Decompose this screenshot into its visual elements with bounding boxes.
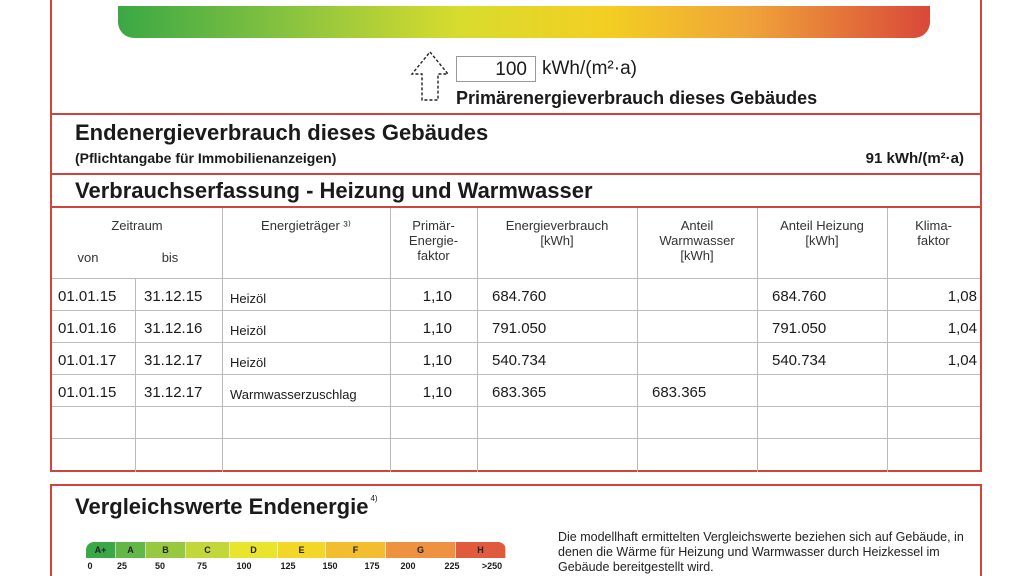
table-cell-to: 31.12.16: [144, 320, 203, 337]
table-cell-warmwater: 683.365: [652, 384, 707, 401]
table-cell-to: 31.12.17: [144, 352, 203, 369]
scale-tick-label: 175: [364, 561, 380, 571]
header-carrier: Energieträger ³⁾: [261, 218, 351, 233]
scale-tick-label: 25: [116, 561, 128, 571]
arrow-up-icon: [410, 50, 450, 102]
table-cell-factor: 1,10: [422, 352, 452, 369]
efficiency-class-2: A: [116, 542, 146, 558]
end-energy-value: 91 kWh/(m²·a): [865, 150, 964, 167]
efficiency-class-4: C: [186, 542, 230, 558]
table-cell-factor: 1,10: [422, 384, 452, 401]
header-warmwater: Anteil Warmwasser [kWh]: [659, 218, 735, 263]
table-cell-from: 01.01.15: [58, 384, 117, 401]
table-cell-climate: 1,04: [947, 352, 977, 369]
header-energy: Energieverbrauch [kWh]: [505, 218, 609, 248]
divider: [52, 173, 980, 175]
efficiency-scale-ticks: [80, 561, 520, 575]
table-cell-factor: 1,10: [422, 320, 452, 337]
table-cell-carrier: Heizöl: [230, 291, 267, 306]
header-climate: Klima- faktor: [915, 218, 952, 248]
scale-tick-label: 200: [400, 561, 416, 571]
efficiency-class-1: A+: [86, 542, 116, 558]
table-cell-to: 31.12.15: [144, 288, 203, 305]
header-heating: Anteil Heizung [kWh]: [780, 218, 864, 248]
table-cell-energy: 540.734: [492, 352, 547, 369]
divider: [52, 113, 980, 115]
table-cell-carrier: Heizöl: [230, 355, 267, 370]
scale-tick-label: 75: [196, 561, 208, 571]
table-cell-to: 31.12.17: [144, 384, 203, 401]
header-period: Zeitraum: [111, 218, 163, 233]
primary-energy-unit: kWh/(m²·a): [542, 58, 637, 79]
consumption-title: Verbrauchserfassung - Heizung und Warmwasser: [75, 178, 593, 203]
table-cell-climate: 1,04: [947, 320, 977, 337]
comparison-title: Vergleichswerte Endenergie $^{4)}$: [75, 494, 378, 519]
footnote-marker: 4): [370, 494, 378, 503]
table-cell-climate: 1,08: [947, 288, 977, 305]
table-cell-energy: 683.365: [492, 384, 547, 401]
table-cell-heating: 791.050: [772, 320, 827, 337]
header-from: von: [77, 250, 99, 265]
efficiency-class-5: D: [230, 542, 278, 558]
scale-tick-label: 150: [322, 561, 338, 571]
scale-tick-label: 50: [154, 561, 166, 571]
table-cell-from: 01.01.17: [58, 352, 117, 369]
efficiency-class-7: F: [326, 542, 386, 558]
table-cell-carrier: Warmwasserzuschlag: [230, 387, 357, 402]
table-cell-energy: 791.050: [492, 320, 547, 337]
header-to: bis: [161, 250, 179, 265]
scale-tick-label: 125: [280, 561, 296, 571]
end-energy-title: Endenergieverbrauch dieses Gebäudes: [75, 120, 489, 145]
table-cell-heating: 684.760: [772, 288, 827, 305]
header-primary-factor: Primär- Energie- faktor: [408, 218, 459, 263]
consumption-table: [52, 208, 980, 472]
table-cell-carrier: Heizöl: [230, 323, 267, 338]
efficiency-class-6: E: [278, 542, 326, 558]
scale-tick-label: 100: [236, 561, 252, 571]
efficiency-class-3: B: [146, 542, 186, 558]
efficiency-class-bar: [86, 542, 506, 558]
table-cell-from: 01.01.15: [58, 288, 117, 305]
comparison-note: Die modellhaft ermittelten Vergleichswerte beziehen sich auf Gebäude, in denen die Wärme für Heizung und Warmwasser durch Heizkessel im Gebäude bereitgestellt wird.: [558, 530, 964, 574]
end-energy-subtitle: (Pflichtangabe für Immobilienanzeigen): [75, 150, 337, 166]
primary-energy-value: 100: [456, 56, 536, 82]
table-cell-from: 01.01.16: [58, 320, 117, 337]
primary-energy-label: Primärenergieverbrauch dieses Gebäudes: [456, 88, 818, 108]
scale-tick-label: 225: [444, 561, 460, 571]
table-cell-energy: 684.760: [492, 288, 547, 305]
energy-scale-bar: [118, 6, 930, 38]
table-cell-heating: 540.734: [772, 352, 827, 369]
efficiency-class-8: G: [386, 542, 456, 558]
scale-tick-label: >250: [481, 561, 503, 571]
efficiency-class-9: H: [456, 542, 506, 558]
scale-tick-label: 0: [87, 561, 93, 571]
table-cell-factor: 1,10: [422, 288, 452, 305]
